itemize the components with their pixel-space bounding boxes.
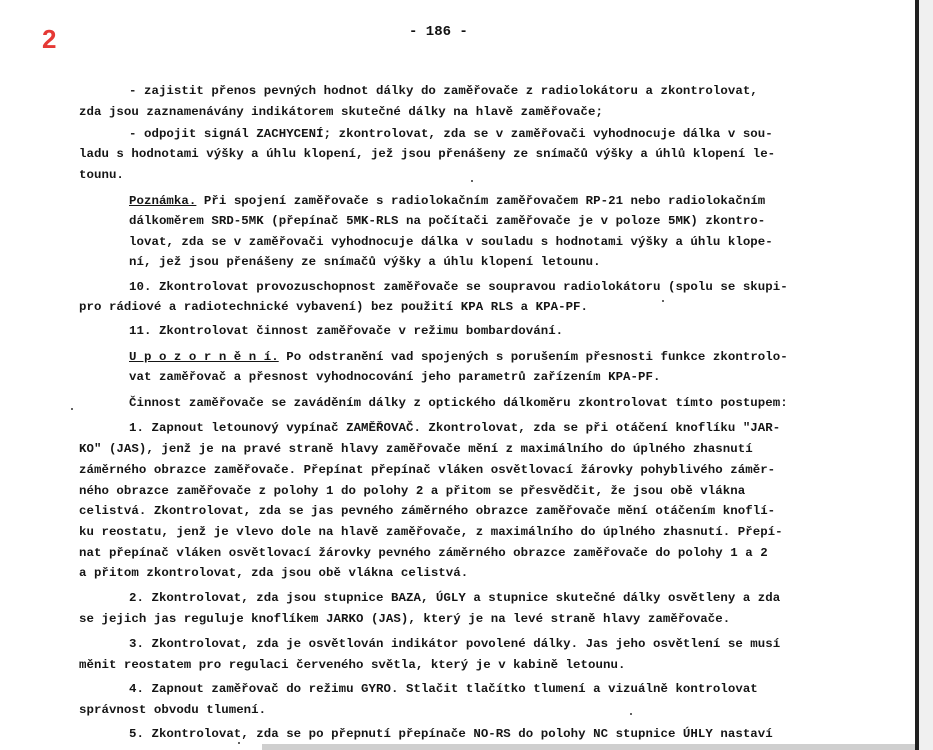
text-line: lovat, zda se v zaměřovači vyhodnocuje dálka v souladu s hodnotami výšky a úhlu klope-	[129, 235, 773, 249]
text-line: 2. Zkontrolovat, zda jsou stupnice BAZA, ÚGLY a stupnice skutečné dálky osvětleny a zda	[129, 591, 781, 605]
text-line: 1. Zapnout letounový vypínač ZAMĚŘOVAČ. Zkontrolovat, zda se při otáčení knoflíku "JAR-	[129, 421, 781, 435]
text-line: Činnost zaměřovače se zaváděním dálky z optického dálkoměru zkontrolovat tímto postupem:	[129, 396, 788, 410]
scan-speck	[630, 713, 632, 715]
text-line: - odpojit signál ZACHYCENÍ; zkontrolovat, zda se v zaměřovači vyhodnocuje dálka v sou-	[129, 127, 773, 141]
warning-text: Po odstranění vad spojených s porušením přesnosti funkce zkontrolo-	[286, 350, 788, 364]
note-label: Poznámka.	[129, 194, 197, 208]
text-line: vat zaměřovač a přesnost vyhodnocování jeho parametrů zařízením KPA-PF.	[129, 370, 661, 384]
warning-label: U p o z o r n ě n í.	[129, 350, 279, 364]
note-paragraph-line	[129, 194, 765, 208]
page-index-badge: 2	[42, 24, 57, 54]
text-line: 5. Zkontrolovat, zda se po přepnutí přepínače NO-RS do polohy NC stupnice ÚHLY nastaví	[129, 727, 773, 741]
text-line: ku reostatu, jenž je vlevo dole na hlavě zaměřovače, z maximálního do úplného zhasnutí. Přepí-	[79, 525, 783, 539]
text-line: a přitom zkontrolovat, zda jsou obě vlákna celistvá.	[79, 566, 469, 580]
text-line: 4. Zapnout zaměřovač do režimu GYRO. Stlačit tlačítko tlumení a vizuálně kontrolovat	[129, 682, 758, 696]
text-line: tounu.	[79, 168, 124, 182]
text-line: 3. Zkontrolovat, zda je osvětlován indikátor povolené dálky. Jas jeho osvětlení se musí	[129, 637, 781, 651]
text-line: celistvá. Zkontrolovat, zda se jas pevného záměrného obrazce zaměřovače mění otáčením knoflí-	[79, 504, 776, 518]
text-line: nat přepínač vláken osvětlovací žárovky pevného záměrného obrazce zaměřovače do polohy 1 a 2	[79, 546, 768, 560]
text-line: se jejich jas reguluje knoflíkem JARKO (JAS), který je na levé straně hlavy zaměřovače.	[79, 612, 731, 626]
text-line: ní, jež jsou přenášeny ze snímačů výšky a úhlu klopení letounu.	[129, 255, 601, 269]
scan-speck	[662, 300, 664, 302]
text-line: správnost obvodu tlumení.	[79, 703, 267, 717]
text-line: měnit reostatem pro regulaci červeného světla, který je v kabině letounu.	[79, 658, 626, 672]
text-line: 11. Zkontrolovat činnost zaměřovače v režimu bombardování.	[129, 324, 564, 338]
scan-speck	[238, 742, 240, 744]
text-line: pro rádiové a radiotechnické vybavení) bez použití KPA RLS a KPA-PF.	[79, 300, 589, 314]
page-number: - 186 -	[409, 24, 468, 40]
text-line: ladu s hodnotami výšky a úhlu klopení, jež jsou přenášeny ze snímačů výšky a úhlů klopení le-	[79, 147, 776, 161]
text-line: - zajistit přenos pevných hodnot dálky do zaměřovače z radiolokátoru a zkontrolovat,	[129, 84, 758, 98]
horizontal-scrollbar[interactable]	[262, 744, 915, 750]
warning-paragraph-line	[129, 350, 788, 364]
text-line: 10. Zkontrolovat provozuschopnost zaměřovače se soupravou radiolokátoru (spolu se skupi-	[129, 280, 788, 294]
scan-speck	[471, 180, 473, 182]
text-line: dálkoměrem SRD-5MK (přepínač 5MK-RLS na počítači zaměřovače je v poloze 5MK) zkontro-	[129, 214, 766, 228]
text-line: ného obrazce zaměřovače z polohy 1 do polohy 2 a přitom se přesvědčit, že jsou obě vlákna	[79, 484, 746, 498]
viewer-gutter	[919, 0, 933, 750]
scan-speck	[71, 408, 73, 410]
text-line: zda jsou zaznamenávány indikátorem skutečné dálky na hlavě zaměřovače;	[79, 105, 603, 119]
note-text: Při spojení zaměřovače s radiolokačním zaměřovačem RP-21 nebo radiolokačním	[203, 194, 766, 208]
text-line: záměrného obrazce zaměřovače. Přepínat přepínač vláken osvětlovací žárovky pohyblivého záměr-	[79, 463, 776, 477]
text-line: KO" (JAS), jenž je na pravé straně hlavy zaměřovače mění z maximálního do úplného zhasnutí	[79, 442, 753, 456]
